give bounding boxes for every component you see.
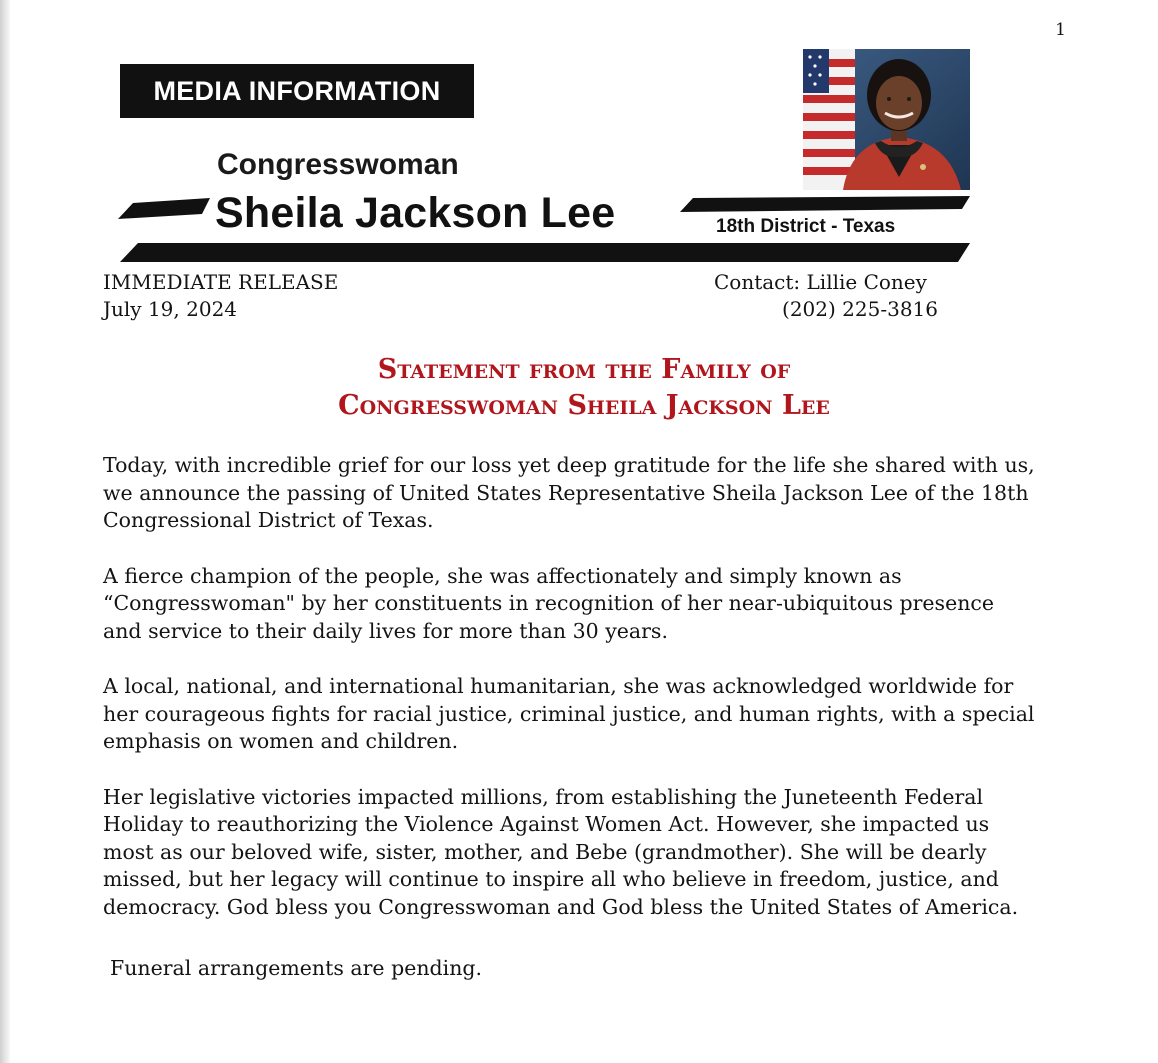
paragraph-line: Her legislative victories impacted millions, from establishing the Juneteenth Federal <box>103 784 984 809</box>
congresswoman-name: Sheila Jackson Lee <box>215 189 616 237</box>
paragraph-line: A fierce champion of the people, she was affectionately and simply known as <box>103 563 902 588</box>
contact-phone: (202) 225-3816 <box>782 297 938 321</box>
statement-body <box>103 452 1083 949</box>
paragraph <box>103 452 1083 535</box>
headline-line-1: Statement from the Family of <box>377 354 791 385</box>
right-upper-stripe <box>680 196 970 212</box>
official-portrait <box>803 49 970 190</box>
paragraph-line: A local, national, and international humanitarian, she was acknowledged worldwide for <box>103 674 1014 698</box>
contact-info <box>714 269 938 323</box>
paragraph-line: we announce the passing of United States Representative Sheila Jackson Lee of the 18th <box>103 480 1029 505</box>
paragraph-line: democracy. God bless you Congresswoman and God bless the United States of America. <box>103 894 1019 919</box>
paragraph <box>103 784 1083 922</box>
paragraph-line: Today, with incredible grief for our loss yet deep gratitude for the life she shared with us, <box>103 453 1035 477</box>
paragraph-line: Holiday to reauthorizing the Violence Against Women Act. However, she impacted us <box>103 812 990 836</box>
paragraph <box>103 563 1083 646</box>
banner-label: MEDIA INFORMATION <box>153 75 441 106</box>
paragraph-line: most as our beloved wife, sister, mother, and Bebe (grandmother). She will be dearly <box>103 839 987 864</box>
paragraph-line: missed, but her legacy will continue to inspire all who believe in freedom, justice, and <box>103 867 999 891</box>
release-date: July 19, 2024 <box>103 297 238 321</box>
statement-headline <box>103 352 1065 424</box>
page-number: 1 <box>1055 20 1066 40</box>
district-label: 18th District - Texas <box>716 216 896 237</box>
closing-note: Funeral arrangements are pending. <box>110 956 483 980</box>
paragraph-line: Congressional District of Texas. <box>103 508 434 532</box>
contact-name: Contact: Lillie Coney <box>714 270 927 294</box>
headline-line-2: Congresswoman Sheila Jackson Lee <box>338 390 830 421</box>
release-type: IMMEDIATE RELEASE <box>103 270 339 294</box>
left-name-stripe <box>118 198 210 219</box>
letterhead-stripes <box>0 0 1158 280</box>
paragraph <box>103 673 1083 756</box>
paragraph-line: her courageous fights for racial justice, criminal justice, and human rights, with a special <box>103 701 1035 726</box>
release-info <box>103 269 338 323</box>
bottom-stripe <box>120 243 970 262</box>
flag-icon <box>803 49 855 190</box>
paragraph-line: emphasis on women and children. <box>103 729 459 753</box>
paragraph-line: and service to their daily lives for more than 30 years. <box>103 618 668 643</box>
letterhead-title: Congresswoman <box>217 148 459 181</box>
paragraph-line: “Congresswoman" by her constituents in recognition of her near-ubiquitous presence <box>103 591 995 615</box>
